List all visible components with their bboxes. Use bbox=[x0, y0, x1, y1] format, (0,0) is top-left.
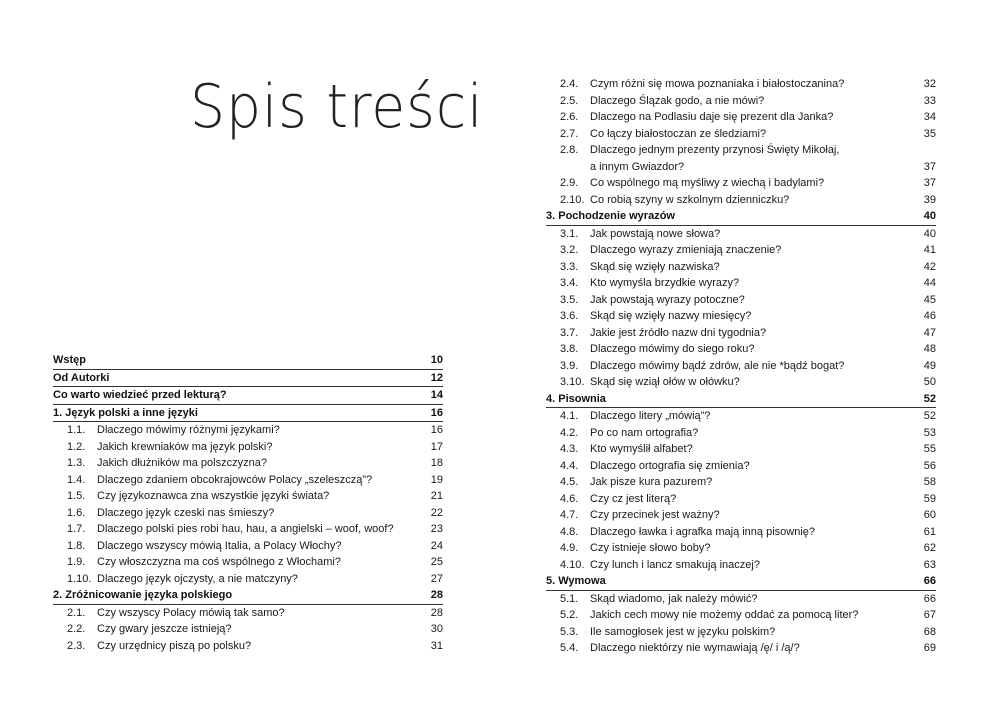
toc-entry-number: 2.7. bbox=[560, 127, 579, 140]
toc-entry-row bbox=[53, 554, 443, 571]
toc-entry-text: a innym Gwiazdor? bbox=[590, 160, 685, 173]
toc-entry-title bbox=[546, 607, 896, 624]
toc-entry-row bbox=[546, 242, 936, 259]
toc-entry-text: Dlaczego litery „mówią”? bbox=[590, 410, 711, 422]
toc-entry-row bbox=[546, 93, 936, 110]
toc-page-number: 61 bbox=[923, 525, 936, 538]
toc-entry-text: Kto wymyśla brzydkie wyrazy? bbox=[590, 277, 740, 289]
toc-entry-number: 3.3. bbox=[560, 260, 579, 273]
toc-page-number: 47 bbox=[923, 326, 936, 339]
toc-entry-number: 1.3. bbox=[67, 457, 86, 469]
toc-entry-title bbox=[546, 275, 896, 292]
toc-entry-text: Skąd wiadomo, jak należy mówić? bbox=[590, 592, 758, 605]
toc-page-number: 46 bbox=[923, 310, 936, 322]
toc-entry-number: 3.5. bbox=[560, 293, 579, 306]
toc-page-number: 35 bbox=[923, 127, 936, 140]
toc-entry-row bbox=[546, 308, 936, 325]
toc-entry-number: 3.7. bbox=[560, 326, 579, 339]
toc-entry-number: 1.5. bbox=[67, 490, 86, 502]
toc-entry-text: Jak powstają wyrazy potoczne? bbox=[590, 293, 745, 306]
toc-entry-row bbox=[546, 159, 936, 176]
toc-page-number: 31 bbox=[430, 639, 443, 652]
toc-entry-row bbox=[53, 521, 443, 538]
toc-entry-title bbox=[53, 571, 403, 588]
toc-entry-number: 3.6. bbox=[560, 310, 579, 322]
toc-entry-title bbox=[546, 159, 896, 176]
toc-page-number: 16 bbox=[430, 424, 443, 436]
toc-entry-number: 5.3. bbox=[560, 625, 579, 638]
toc-page-number: 40 bbox=[923, 210, 936, 222]
toc-entry-text: Dlaczego ławka i agrafka mają inną pisownię? bbox=[590, 525, 816, 538]
toc-entry-number: 4.9. bbox=[560, 542, 579, 554]
toc-entry-title bbox=[53, 621, 403, 638]
toc-entry-title bbox=[53, 439, 403, 456]
toc-entry-number: 1.9. bbox=[67, 556, 86, 568]
toc-entry-row bbox=[546, 126, 936, 143]
toc-entry-title bbox=[546, 425, 896, 442]
toc-entry-title bbox=[546, 374, 896, 391]
toc-column-right bbox=[546, 76, 936, 657]
toc-entry-title bbox=[546, 507, 896, 524]
toc-entry-number: 3.9. bbox=[560, 359, 579, 372]
toc-entry-title bbox=[546, 126, 896, 143]
toc-entry-row bbox=[53, 455, 443, 472]
toc-entry-text: Ile samogłosek jest w języku polskim? bbox=[590, 625, 776, 638]
toc-entry-title bbox=[53, 538, 403, 555]
toc-entry-title bbox=[546, 408, 896, 425]
toc-page-number: 44 bbox=[923, 277, 936, 289]
toc-entry-row bbox=[546, 275, 936, 292]
toc-page-number: 33 bbox=[923, 94, 936, 107]
toc-entry-title bbox=[546, 573, 896, 590]
toc-entry-number: 4.5. bbox=[560, 476, 579, 488]
toc-entry-row bbox=[546, 458, 936, 475]
toc-entry-row bbox=[546, 226, 936, 243]
toc-entry-title bbox=[53, 405, 403, 422]
toc-entry-row bbox=[53, 505, 443, 522]
toc-entry-number: 2.6. bbox=[560, 111, 579, 123]
toc-entry-text: Czy lunch i lancz smakują inaczej? bbox=[590, 558, 760, 571]
toc-entry-title bbox=[53, 521, 403, 538]
toc-entry-number: 4.4. bbox=[560, 459, 579, 472]
toc-entry-text: Dlaczego zdaniem obcokrajowców Polacy „szeleszczą”? bbox=[97, 473, 373, 486]
toc-entry-row bbox=[546, 142, 936, 159]
toc-entry-row bbox=[546, 441, 936, 458]
toc-page-number: 28 bbox=[430, 589, 443, 601]
toc-page-number: 45 bbox=[923, 293, 936, 306]
toc-entry-text: Jakich cech mowy nie możemy oddać za pomocą liter? bbox=[590, 609, 859, 621]
toc-entry-text: Dlaczego mówimy bądź zdrów, ale nie *bądź bogat? bbox=[590, 359, 845, 372]
toc-page-number: 59 bbox=[923, 492, 936, 505]
toc-chapter-row bbox=[53, 352, 443, 370]
toc-entry-row bbox=[546, 524, 936, 541]
toc-entry-title bbox=[53, 488, 403, 505]
toc-entry-number: 4.8. bbox=[560, 525, 579, 538]
toc-page-number: 39 bbox=[923, 193, 936, 206]
toc-entry-row bbox=[546, 408, 936, 425]
toc-entry-title bbox=[53, 472, 403, 489]
toc-entry-row bbox=[546, 540, 936, 557]
toc-entry-number: 2.9. bbox=[560, 177, 579, 189]
toc-entry-text: 2. Zróżnicowanie języka polskiego bbox=[53, 589, 233, 601]
toc-entry-text: Dlaczego Ślązak godo, a nie mówi? bbox=[590, 94, 765, 107]
toc-entry-text: Dlaczego język ojczysty, a nie matczyny? bbox=[97, 572, 298, 585]
toc-page-number: 60 bbox=[923, 509, 936, 521]
toc-entry-number: 1.10. bbox=[67, 572, 92, 585]
toc-page-number: 17 bbox=[430, 440, 443, 453]
toc-entry-text: Dlaczego jednym prezenty przynosi Święty Mikołaj, bbox=[590, 144, 840, 156]
toc-entry-text: Czy wszyscy Polacy mówią tak samo? bbox=[97, 606, 285, 619]
toc-entry-number: 1.2. bbox=[67, 440, 86, 453]
toc-entry-row bbox=[546, 175, 936, 192]
toc-entry-number: 1.8. bbox=[67, 539, 86, 552]
toc-chapter-row bbox=[546, 208, 936, 226]
toc-entry-title bbox=[546, 192, 896, 209]
toc-entry-row bbox=[546, 109, 936, 126]
toc-page-number: 12 bbox=[430, 371, 443, 384]
toc-page-number: 37 bbox=[923, 177, 936, 189]
toc-entry-number: 3.8. bbox=[560, 343, 579, 355]
toc-entry-number: 4.10. bbox=[560, 558, 585, 571]
toc-entry-title bbox=[546, 540, 896, 557]
toc-entry-title bbox=[546, 391, 896, 408]
toc-entry-title bbox=[53, 455, 403, 472]
toc-entry-text: Dlaczego polski pies robi hau, hau, a angielski – woof, woof? bbox=[97, 523, 394, 535]
toc-page-number: 52 bbox=[923, 392, 936, 405]
toc-entry-row bbox=[546, 491, 936, 508]
toc-entry-text: Czy urzędnicy piszą po polsku? bbox=[97, 639, 252, 652]
toc-page-number: 68 bbox=[923, 625, 936, 638]
toc-page-number: 23 bbox=[430, 523, 443, 535]
toc-page-number: 42 bbox=[923, 260, 936, 273]
toc-entry-text: Czy istnieje słowo boby? bbox=[590, 542, 711, 554]
toc-page-number: 48 bbox=[923, 343, 936, 355]
toc-entry-title bbox=[546, 341, 896, 358]
toc-entry-title bbox=[546, 175, 896, 192]
toc-entry-text: Jak powstają nowe słowa? bbox=[590, 227, 721, 240]
toc-entry-title bbox=[546, 142, 896, 159]
toc-entry-number: 5.2. bbox=[560, 609, 579, 621]
toc-page-number: 34 bbox=[923, 111, 936, 123]
toc-page-number: 16 bbox=[430, 406, 443, 419]
toc-entry-row bbox=[53, 605, 443, 622]
toc-entry-number: 1.7. bbox=[67, 523, 86, 535]
toc-entry-text: Skąd się wzięły nazwy miesięcy? bbox=[590, 310, 752, 322]
toc-page-number: 62 bbox=[923, 542, 936, 554]
toc-page-number: 37 bbox=[923, 160, 936, 173]
toc-page-number: 67 bbox=[923, 609, 936, 621]
toc-entry-title bbox=[53, 605, 403, 622]
toc-entry-number: 1.4. bbox=[67, 473, 86, 486]
toc-page-number: 19 bbox=[430, 473, 443, 486]
toc-entry-row bbox=[546, 507, 936, 524]
toc-entry-title bbox=[546, 624, 896, 641]
toc-entry-number: 2.10. bbox=[560, 193, 585, 206]
toc-page-number: 49 bbox=[923, 359, 936, 372]
toc-entry-row bbox=[546, 607, 936, 624]
toc-entry-text: Jakich krewniaków ma język polski? bbox=[97, 440, 273, 453]
toc-entry-row bbox=[546, 640, 936, 657]
toc-entry-text: Skąd się wziął ołów w ołówku? bbox=[590, 376, 740, 388]
toc-entry-title bbox=[546, 259, 896, 276]
toc-entry-title bbox=[546, 226, 896, 243]
toc-entry-row bbox=[546, 292, 936, 309]
toc-page-number: 50 bbox=[923, 376, 936, 388]
toc-entry-title bbox=[53, 352, 403, 369]
toc-entry-title bbox=[546, 93, 896, 110]
toc-entry-title bbox=[53, 554, 403, 571]
toc-entry-row bbox=[53, 538, 443, 555]
toc-entry-row bbox=[53, 422, 443, 439]
toc-entry-text: Dlaczego mówimy różnymi językami? bbox=[97, 424, 280, 436]
toc-entry-title bbox=[546, 591, 896, 608]
toc-entry-number: 3.1. bbox=[560, 227, 579, 240]
toc-entry-number: 1.1. bbox=[67, 424, 86, 436]
toc-entry-number: 2.8. bbox=[560, 144, 579, 156]
toc-entry-text: Czy przecinek jest ważny? bbox=[590, 509, 720, 521]
toc-entry-number: 4.1. bbox=[560, 410, 579, 422]
toc-entry-text: Czy włoszczyzna ma coś wspólnego z Włochami? bbox=[97, 556, 341, 568]
toc-entry-row bbox=[546, 374, 936, 391]
toc-entry-text: Co warto wiedzieć przed lekturą? bbox=[53, 389, 227, 401]
toc-entry-text: Dlaczego wszyscy mówią Italia, a Polacy Włochy? bbox=[97, 539, 342, 552]
toc-entry-title bbox=[546, 358, 896, 375]
toc-chapter-row bbox=[53, 370, 443, 388]
toc-entry-row bbox=[546, 325, 936, 342]
toc-entry-text: Dlaczego niektórzy nie wymawiają /ę/ i /ą/? bbox=[590, 642, 800, 654]
toc-entry-title bbox=[546, 292, 896, 309]
toc-entry-row bbox=[546, 474, 936, 491]
toc-page-number: 66 bbox=[923, 575, 936, 587]
toc-entry-row bbox=[53, 638, 443, 655]
toc-page-number: 52 bbox=[923, 410, 936, 422]
toc-page-number: 27 bbox=[430, 572, 443, 585]
toc-entry-title bbox=[546, 308, 896, 325]
toc-entry-title bbox=[546, 474, 896, 491]
toc-entry-text: Dlaczego mówimy do siego roku? bbox=[590, 343, 755, 355]
toc-entry-row bbox=[53, 472, 443, 489]
toc-page-number: 30 bbox=[430, 623, 443, 635]
page-title: Spis treści bbox=[190, 72, 484, 142]
toc-chapter-row bbox=[546, 573, 936, 591]
toc-entry-number: 3.2. bbox=[560, 244, 579, 256]
toc-entry-text: Czy gwary jeszcze istnieją? bbox=[97, 623, 232, 635]
toc-entry-row bbox=[53, 488, 443, 505]
toc-entry-title bbox=[546, 208, 896, 225]
toc-entry-text: Dlaczego wyrazy zmieniają znaczenie? bbox=[590, 244, 782, 256]
toc-page-number: 32 bbox=[923, 78, 936, 90]
toc-entry-number: 2.4. bbox=[560, 78, 579, 90]
toc-entry-text: 4. Pisownia bbox=[546, 392, 606, 405]
toc-entry-title bbox=[546, 524, 896, 541]
toc-entry-text: Co robią szyny w szkolnym dzienniczku? bbox=[590, 193, 790, 206]
toc-entry-text: Jakie jest źródło nazw dni tygodnia? bbox=[590, 326, 767, 339]
toc-entry-row bbox=[546, 557, 936, 574]
toc-entry-text: Czy cz jest literą? bbox=[590, 492, 677, 505]
toc-entry-number: 4.7. bbox=[560, 509, 579, 521]
toc-entry-title bbox=[546, 557, 896, 574]
toc-entry-text: Co wspólnego mą myśliwy z wiechą i badylami? bbox=[590, 177, 825, 189]
toc-entry-text: Jakich dłużników ma polszczyzna? bbox=[97, 457, 267, 469]
toc-entry-number: 1.6. bbox=[67, 506, 86, 519]
toc-page-number: 25 bbox=[430, 556, 443, 568]
toc-entry-text: Dlaczego ortografia się zmienia? bbox=[590, 459, 750, 472]
toc-entry-number: 2.2. bbox=[67, 623, 86, 635]
toc-entry-text: Kto wymyślił alfabet? bbox=[590, 443, 693, 455]
toc-entry-title bbox=[546, 491, 896, 508]
toc-entry-number: 5.4. bbox=[560, 642, 579, 654]
toc-column-left bbox=[53, 352, 443, 654]
toc-entry-title bbox=[546, 640, 896, 657]
toc-page-number: 10 bbox=[430, 354, 443, 366]
toc-entry-row bbox=[546, 425, 936, 442]
toc-entry-title bbox=[546, 441, 896, 458]
toc-entry-row bbox=[546, 76, 936, 93]
toc-page-number: 56 bbox=[923, 459, 936, 472]
toc-page-number: 58 bbox=[923, 476, 936, 488]
toc-entry-number: 4.6. bbox=[560, 492, 579, 505]
toc-entry-text: 5. Wymowa bbox=[546, 575, 606, 587]
toc-entry-title bbox=[53, 370, 403, 387]
toc-entry-text: Po co nam ortografia? bbox=[590, 426, 699, 439]
toc-chapter-row bbox=[546, 391, 936, 409]
toc-entry-text: Czy językoznawca zna wszystkie języki świata? bbox=[97, 490, 330, 502]
toc-entry-text: Skąd się wzięły nazwiska? bbox=[590, 260, 720, 273]
toc-entry-row bbox=[546, 192, 936, 209]
toc-entry-row bbox=[546, 259, 936, 276]
toc-entry-title bbox=[53, 387, 403, 404]
toc-entry-number: 2.1. bbox=[67, 606, 86, 619]
toc-entry-number: 3.10. bbox=[560, 376, 585, 388]
toc-page-number: 40 bbox=[923, 227, 936, 240]
toc-entry-row bbox=[546, 624, 936, 641]
toc-entry-title bbox=[53, 422, 403, 439]
toc-chapter-row bbox=[53, 587, 443, 605]
toc-entry-number: 2.3. bbox=[67, 639, 86, 652]
toc-page-number: 55 bbox=[923, 443, 936, 455]
toc-entry-title bbox=[546, 109, 896, 126]
toc-page-number: 18 bbox=[430, 457, 443, 469]
toc-chapter-row bbox=[53, 387, 443, 405]
toc-entry-text: 3. Pochodzenie wyrazów bbox=[546, 210, 675, 222]
toc-page-number: 41 bbox=[923, 244, 936, 256]
toc-entry-text: 1. Język polski a inne języki bbox=[53, 406, 198, 419]
toc-entry-text: Wstęp bbox=[53, 354, 86, 366]
toc-entry-title bbox=[53, 587, 403, 604]
toc-entry-text: Dlaczego na Podlasiu daje się prezent dla Janka? bbox=[590, 111, 834, 123]
toc-entry-row bbox=[546, 358, 936, 375]
toc-entry-text: Co łączy białostoczan ze śledziami? bbox=[590, 127, 767, 140]
toc-entry-title bbox=[53, 505, 403, 522]
toc-entry-number: 5.1. bbox=[560, 592, 579, 605]
toc-entry-number: 4.3. bbox=[560, 443, 579, 455]
toc-entry-text: Od Autorki bbox=[53, 371, 110, 384]
toc-page-number: 21 bbox=[430, 490, 443, 502]
toc-entry-text: Dlaczego język czeski nas śmieszy? bbox=[97, 506, 275, 519]
toc-entry-row bbox=[53, 571, 443, 588]
toc-entry-row bbox=[546, 341, 936, 358]
toc-page-number: 22 bbox=[430, 506, 443, 519]
toc-page-number: 63 bbox=[923, 558, 936, 571]
toc-page-number: 28 bbox=[430, 606, 443, 619]
toc-chapter-row bbox=[53, 405, 443, 423]
toc-entry-text: Jak pisze kura pazurem? bbox=[590, 476, 713, 488]
toc-entry-title bbox=[546, 242, 896, 259]
toc-page-number: 24 bbox=[430, 539, 443, 552]
toc-page-number: 66 bbox=[923, 592, 936, 605]
toc-page-number: 14 bbox=[430, 389, 443, 401]
toc-entry-title bbox=[546, 76, 896, 93]
toc-entry-title bbox=[546, 325, 896, 342]
toc-entry-title bbox=[53, 638, 403, 655]
toc-entry-row bbox=[53, 439, 443, 456]
toc-entry-number: 3.4. bbox=[560, 277, 579, 289]
toc-entry-number: 4.2. bbox=[560, 426, 579, 439]
toc-page-number: 53 bbox=[923, 426, 936, 439]
toc-entry-number: 2.5. bbox=[560, 94, 579, 107]
toc-page-number: 69 bbox=[923, 642, 936, 654]
toc-entry-row bbox=[53, 621, 443, 638]
toc-entry-text: Czym różni się mowa poznaniaka i białostoczanina? bbox=[590, 78, 845, 90]
toc-entry-row bbox=[546, 591, 936, 608]
toc-entry-title bbox=[546, 458, 896, 475]
